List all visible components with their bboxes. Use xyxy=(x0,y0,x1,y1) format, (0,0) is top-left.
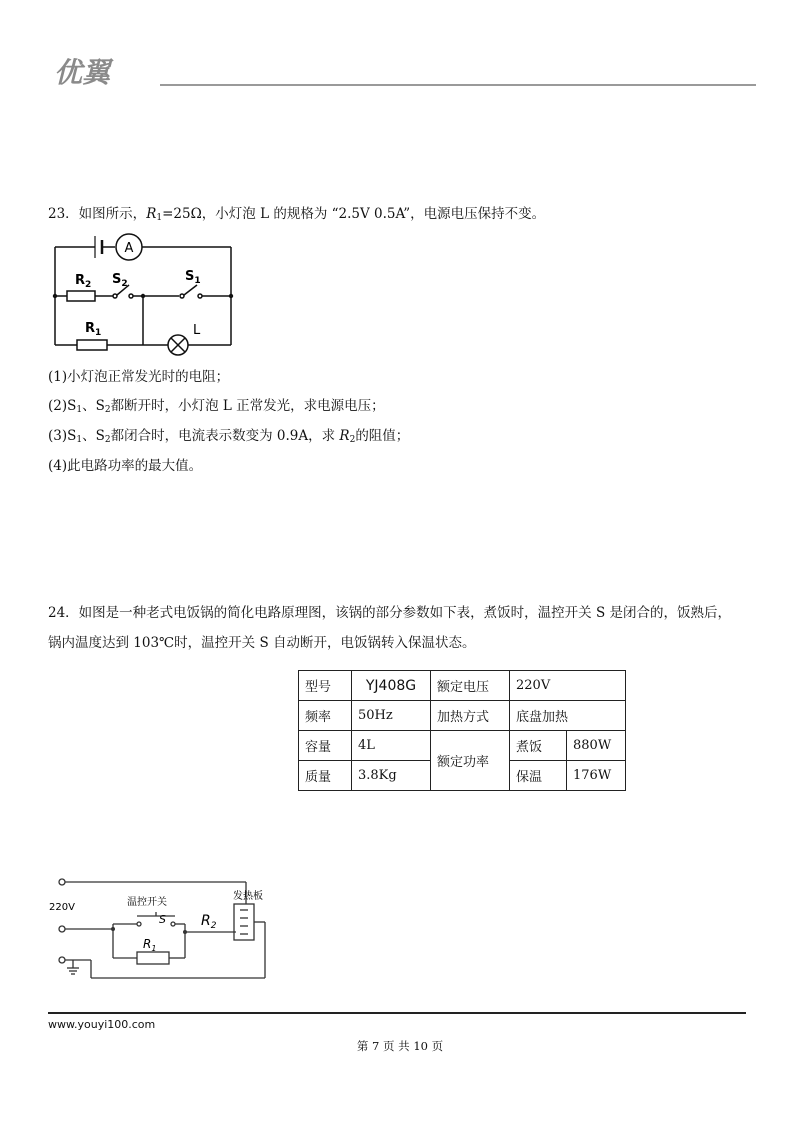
keep-warm-label: 保温 xyxy=(510,761,567,791)
svg-text:A: A xyxy=(124,241,134,256)
svg-text:R1: $R_1$ xyxy=(143,937,157,953)
model-label: 型号 xyxy=(299,671,352,701)
q23-stem: 23．如图所示，$R_1=25\Omega$，小灯泡 L 的规格为 “2.5V 0.5A”，电源电压保持不变。 xyxy=(48,206,546,223)
q23-sub1: (1)小灯泡正常发光时的电阻； xyxy=(48,369,230,385)
freq-label: 频率 xyxy=(299,701,352,731)
page-number: 第 7 页 共 10 页 xyxy=(356,1039,444,1053)
switch-s1 xyxy=(184,285,197,295)
resistor-r1 xyxy=(137,952,169,964)
footer-url[interactable]: www.youyi100.com xyxy=(48,1018,156,1031)
svg-text:R2: $R_2$ xyxy=(75,273,92,290)
mass-label: 质量 xyxy=(299,761,352,791)
svg-text:R1: $R_1$ xyxy=(85,321,102,338)
footer-rule xyxy=(48,1012,746,1014)
q23-sub4: (4)此电路功率的最大值。 xyxy=(48,458,203,474)
q23-sub3: $(3)S_1$、$S_2$都闭合时，电流表示数变为 0.9A，求 $R_2$的阻值； xyxy=(48,428,410,445)
cook-value: 880W xyxy=(567,731,626,761)
svg-text:S2: $S_2$ xyxy=(112,272,128,289)
header-rule xyxy=(160,84,756,86)
freq-value: 50Hz xyxy=(352,701,431,731)
keep-warm-value: 176W xyxy=(567,761,626,791)
svg-text:温控开关: 温控开关 xyxy=(127,897,167,908)
resistor-r2 xyxy=(67,291,95,301)
q24-circuit-diagram xyxy=(45,868,285,988)
voltage-value: 220V xyxy=(510,671,626,701)
q23-circuit-diagram xyxy=(45,228,245,358)
q23-sub2: $(2)S_1$、$S_2$都断开时，小灯泡 L 正常发光，求电源电压； xyxy=(48,398,385,415)
power-label: 额定功率 xyxy=(431,731,510,791)
capacity-value: 4L xyxy=(352,731,431,761)
voltage-label: 额定电压 xyxy=(431,671,510,701)
svg-text:S: S xyxy=(159,913,166,926)
q24-stem-line2: 锅内温度达到 103℃时，温控开关 S 自动断开，电饭锅转入保温状态。 xyxy=(48,635,476,651)
heat-label: 加热方式 xyxy=(431,701,510,731)
heat-value: 底盘加热 xyxy=(510,701,626,731)
resistor-r1 xyxy=(77,340,107,350)
youyi-logo xyxy=(52,52,162,92)
mass-value: 3.8Kg xyxy=(352,761,431,791)
svg-text:S1: $S_1$ xyxy=(185,269,201,286)
capacity-label: 容量 xyxy=(299,731,352,761)
svg-text:发热板: 发热板 xyxy=(233,891,263,902)
rice-cooker-spec-table xyxy=(298,670,626,791)
svg-text:R2: $R_2$ xyxy=(201,913,217,931)
svg-text:L: L xyxy=(193,323,201,338)
svg-text:优翼: 优翼 xyxy=(54,56,111,89)
model-value: YJ408G xyxy=(352,671,431,701)
cook-label: 煮饭 xyxy=(510,731,567,761)
q24-stem-line1: 24．如图是一种老式电饭锅的简化电路原理图，该锅的部分参数如下表，煮饭时，温控开关 S 是闭合的，饭熟后， xyxy=(48,605,732,621)
svg-text:220V: 220V xyxy=(49,902,75,913)
